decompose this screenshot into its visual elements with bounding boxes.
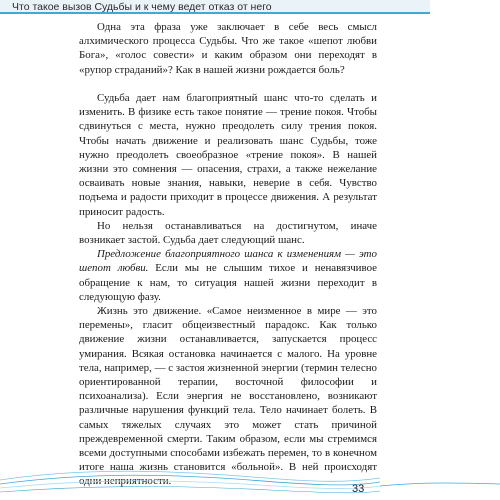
italic-emphasis: Предложение благоприятного шанса к изменениям — это шепот любви. bbox=[79, 248, 377, 275]
footer-wave-decoration bbox=[0, 440, 500, 500]
paragraph bbox=[79, 247, 377, 304]
paragraph-continuation: Если мы не слышим тихое и ненавязчивое обращение к нам, то ситуация нашей жизни переходит в следующую фазу. bbox=[79, 262, 377, 303]
page-number: 33 bbox=[352, 483, 365, 495]
paragraph: Судьба дает нам благоприятный шанс что-то сделать и изменить. В физике есть такое понятие — трение покоя. Чтобы сдвинуться с места, нужно преодолеть силу трения покоя. Чтобы начать движение и реализовать шанс Судьбы, тоже нужно преодолеть своеобразное «трение покоя». В нашей жизни это сомнения — опасения, страхи, а также нежелание осваивать новые знания, навыки, неверие в себя. Чувство подъема и радости приходит в процессе движения. А результат приносит радость. bbox=[79, 92, 377, 218]
paragraph: Одна эта фраза уже заключает в себе весь смысл алхимического процесса Судьбы. Что же такое «шепот любви Бога», «голос совести» и каким образом они переходят в «рупор страданий»? Как в нашей жизни рождается боль? bbox=[79, 21, 377, 76]
paragraph: Но нельзя останавливаться на достигнутом, иначе возникает застой. Судьба дает следующий шанс. bbox=[79, 219, 377, 247]
body-text bbox=[79, 20, 377, 489]
running-head: Что такое вызов Судьбы и к чему ведет отказ от него bbox=[0, 0, 430, 14]
paragraph: Жизнь это движение. «Самое неизменное в мире — это перемены», гласит общеизвестный парадокс. Как только движение жизни останавливается, запускается процесс умирания. Всякая остановка начинается с малого. На уровне тела, например, — с застоя жизненной энергии (термин телесно ориентированной терапии, восточной философии и психоанализа). Если энергия не восстановлено, возникают различные нарушения функций тела. Тело начинает болеть. В самых тяжелых случаях это может стать причиной преждевременной смерти. Таким образом, если мы стремимся всеми доступными способами избежать перемен, то в конечном итоге наша жизнь становится «больной». В ней происходят одни неприятности. bbox=[79, 305, 377, 488]
